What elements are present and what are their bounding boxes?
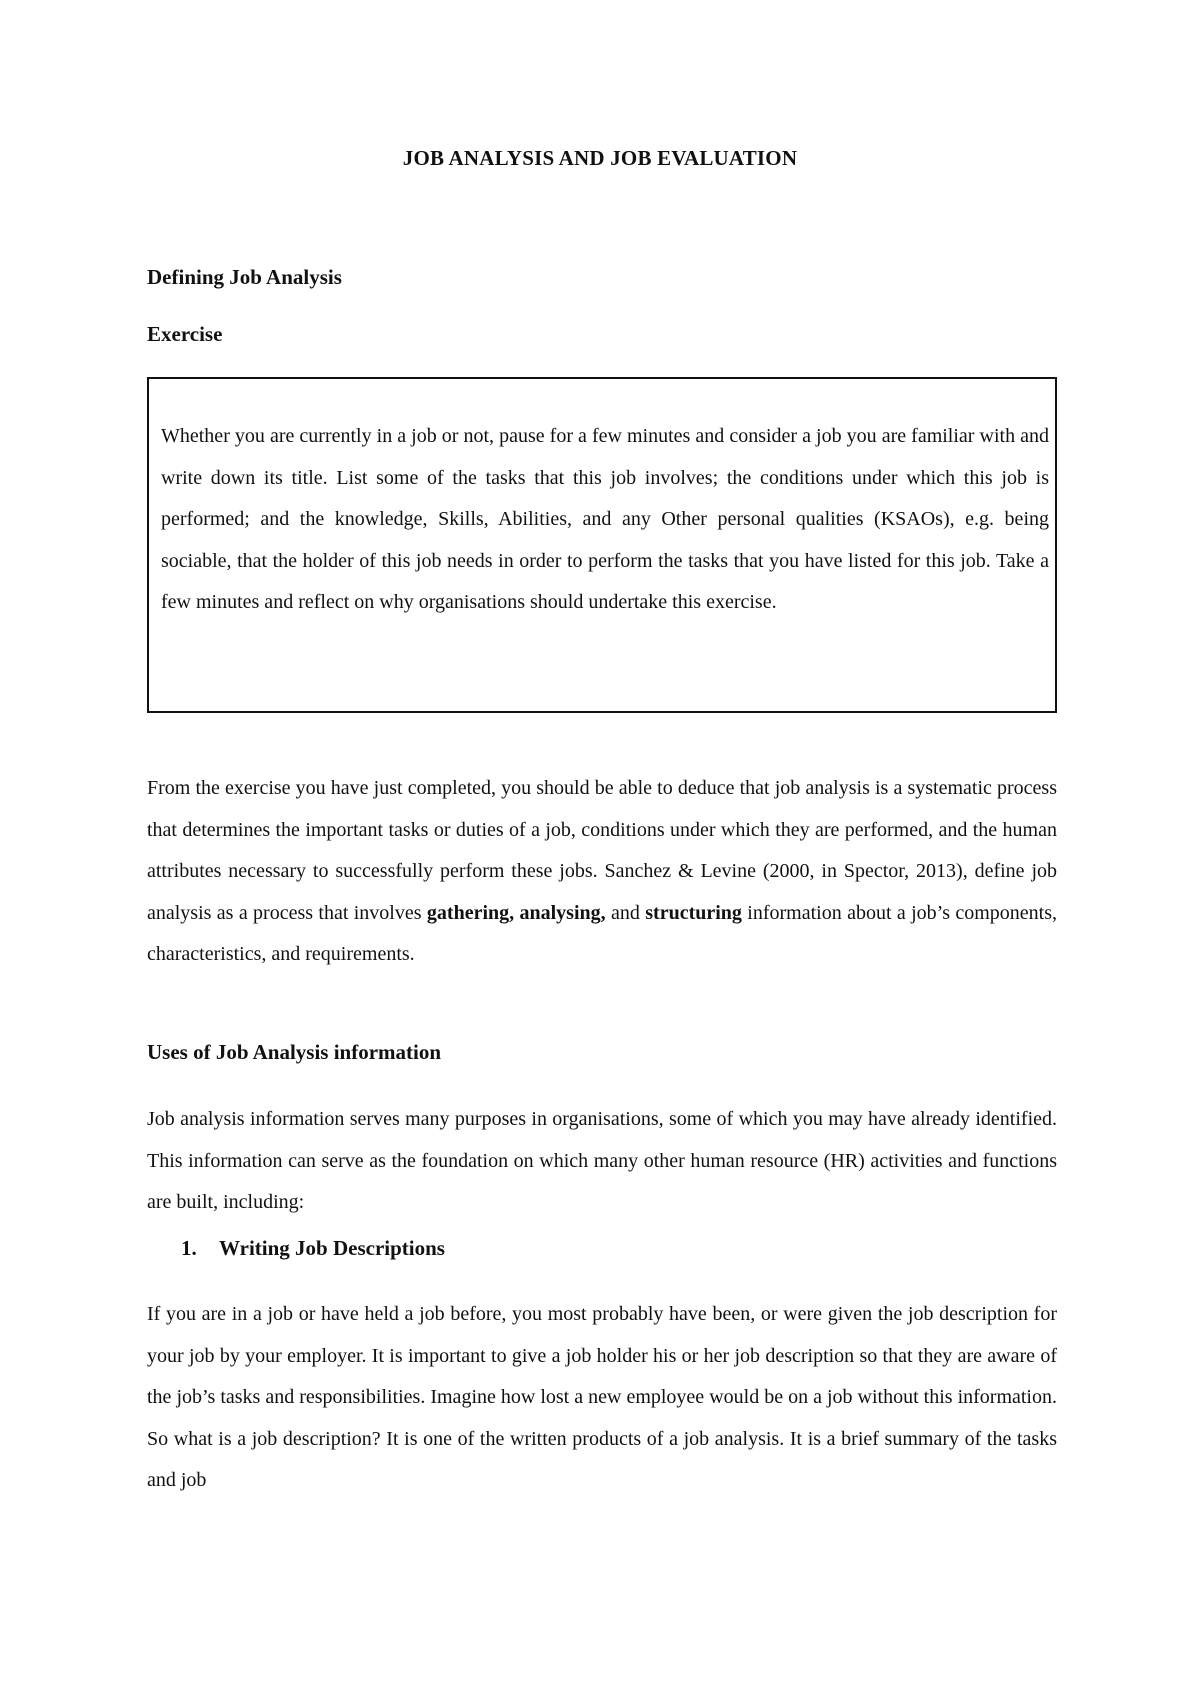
paragraph1-text-part1: From the exercise you have just completed, you should be able to deduce that job analysis is a systematic process that determines the important tasks or duties of a job, conditions under which they are performed, and the human attributes necessary to successfully perform these jobs. Sanchez & Levine (2000, in Spector, 2013), define job analysis as a process that involves <box>147 777 1057 924</box>
paragraph1-text-part3: information about a job’s components, characteristics, and requirements. <box>147 901 1058 965</box>
paragraph1-bold-structuring: structuring <box>645 901 742 924</box>
document-title: JOB ANALYSIS AND JOB EVALUATION <box>402 146 798 170</box>
list-item-number: 1. <box>181 1236 197 1260</box>
section-heading-defining-job-analysis: Defining Job Analysis <box>147 265 342 289</box>
list-item-writing-job-descriptions <box>181 1236 445 1261</box>
paragraph-job-descriptions: If you are in a job or have held a job before, you most probably have been, or were given the job description for your job by your employer. It is important to give a job holder his or her job description so that they are aware of the job’s tasks and responsibilities. Imagine how lost a new employee would be on a job without this information. So what is a job description? It is one of the written products of a job analysis. It is a brief summary of the tasks and job <box>147 1303 1057 1491</box>
list-item-label: Writing Job Descriptions <box>219 1236 445 1260</box>
paragraph-uses: Job analysis information serves many purposes in organisations, some of which you may have already identified. This information can serve as the foundation on which many other human resource (HR) activities and functions are built, including: <box>147 1108 1057 1213</box>
uses-heading: Uses of Job Analysis information <box>147 1040 442 1064</box>
exercise-heading: Exercise <box>147 322 223 346</box>
paragraph-job-analysis-definition <box>147 768 1057 976</box>
paragraph1-bold-gathering: gathering, analysing, <box>426 901 606 924</box>
exercise-box-text: Whether you are currently in a job or not, pause for a few minutes and consider a job you are familiar with and write down its title. List some of the tasks that this job involves; the conditions under which this job is performed; and the knowledge, Skills, Abilities, and any Other personal qualities (KSAOs), e.g. being sociable, that the holder of this job needs in order to perform the tasks that you have listed for this job. Take a few minutes and reflect on why organisations should undertake this exercise. <box>161 425 1049 613</box>
exercise-box <box>147 377 1057 713</box>
paragraph1-text-part2: and <box>605 901 646 924</box>
